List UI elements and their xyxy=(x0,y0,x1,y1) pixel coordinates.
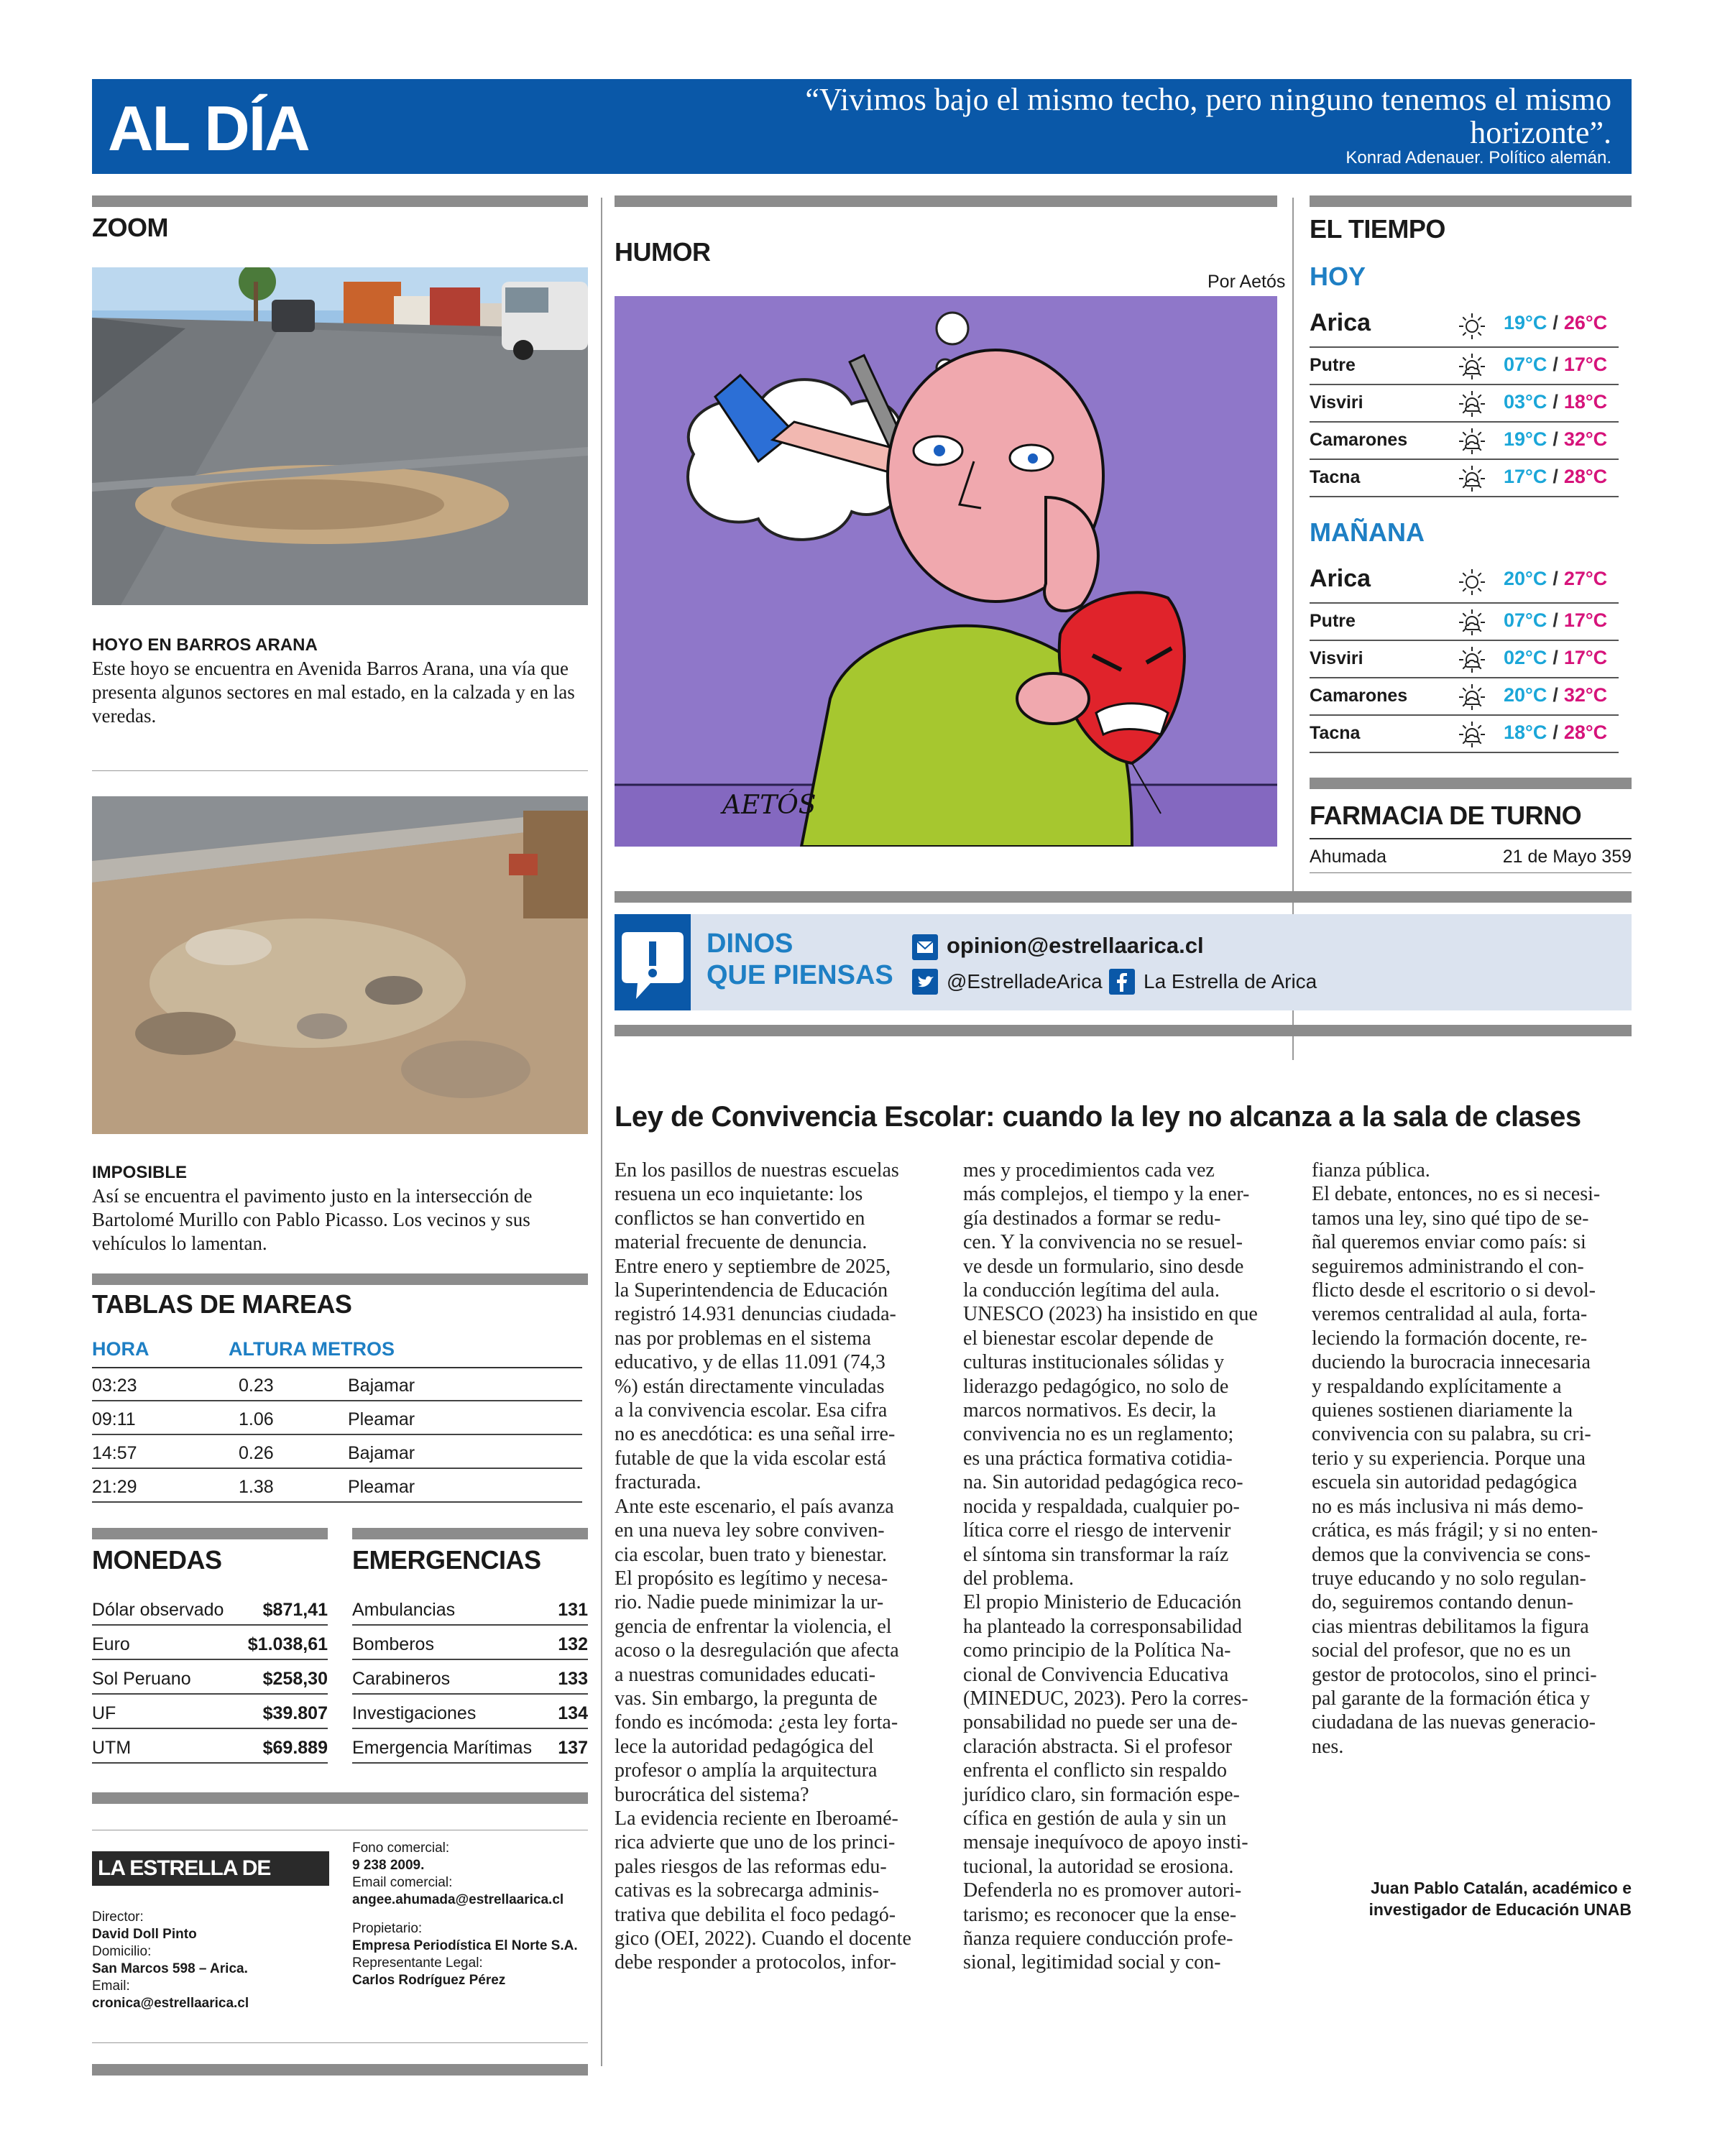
dinos-line2: QUE PIENSAS xyxy=(707,960,893,990)
mareas-hora: 21:29 xyxy=(92,1477,137,1497)
emergencias-title: EMERGENCIAS xyxy=(352,1545,541,1575)
humor-cartoon xyxy=(615,296,1277,847)
emergencias-name: Bomberos xyxy=(352,1634,434,1654)
weather-temp xyxy=(1504,684,1607,706)
emergencias-name: Investigaciones xyxy=(352,1703,477,1723)
sun-cloud-icon xyxy=(1458,464,1486,493)
mareas-hora: 03:23 xyxy=(92,1376,137,1396)
monedas-value: $1.038,61 xyxy=(247,1634,328,1654)
weather-city: Putre xyxy=(1310,355,1356,375)
article-title: Ley de Convivencia Escolar: cuando la ley no alcanza a la sala de clases xyxy=(615,1101,1581,1133)
email-label: Email: xyxy=(92,1978,130,1994)
temp-max: 32°C xyxy=(1563,684,1608,706)
photo1-caption-title: HOYO EN BARROS ARANA xyxy=(92,635,318,655)
divider xyxy=(1310,872,1632,873)
temp-min: 19°C xyxy=(1504,428,1547,450)
weather-row-divider xyxy=(1310,714,1619,716)
temp-separator: / xyxy=(1552,391,1558,413)
weather-row-divider xyxy=(1310,346,1619,348)
section-bar xyxy=(1310,195,1632,207)
emergencias-value: 134 xyxy=(558,1703,588,1723)
temp-separator: / xyxy=(1552,428,1558,450)
staff-left xyxy=(92,1909,336,2012)
section-bar xyxy=(615,891,1632,903)
monedas-row xyxy=(92,1696,328,1729)
weather-temp xyxy=(1504,647,1607,669)
weather-city: Camarones xyxy=(1310,430,1408,450)
photo1-caption-text: Este hoyo se encuentra en Avenida Barros Arana, una vía que presenta algunos sectores en mal estado, en la calzada y en las veredas. xyxy=(92,658,575,727)
emergencias-row xyxy=(352,1662,588,1695)
article-column-3: fianza pública. El debate, entonces, no es si necesi- tamos una ley, sino qué tipo de se- ñal queremos enviar como país: si seguiremos administrando el con- flicto desde el escritorio o si devol- veremos centralidad al aula, forta- leciendo la formación docente, re- duciendo la burocracia innecesaria y respaldando explícitamente a quienes sostienen diariamente la convivencia con su palabra, su cri- terio y su experiencia. Porque una escuela sin autoridad pedagógica no es más inclusiva ni más demo- crática, es más frágil; y si no enten- demos que la convivencia se cons- truye educando y no solo regulan- do, seguiremos contando denun- cias mientras debilitamos la figura social del profesor, que no es un gestor de protocolos, sino el princi- pal garante de la formación ética y ciudadana de las nuevas generacio- nes. xyxy=(1312,1159,1601,1758)
fono-label: Fono comercial: xyxy=(352,1841,450,1856)
monedas-row xyxy=(92,1662,328,1695)
temp-min: 20°C xyxy=(1504,684,1547,706)
article-column-2: mes y procedimientos cada vez más complejos, el tiempo y la ener- gía destinados a formar se redu- cen. Y la convivencia no se resuel- ve desde un formulario, sino desde la conducción legítima del aula. UNESCO (2023) ha insistido en que el bienestar escolar depende de culturas institucionales sólidas y liderazgo pedagógico, no solo de marcos normativos. Es decir, la convivencia no es un reglamento; es una práctica formativa cotidia- na. Sin autoridad pedagógica reco- nocida y respaldada, cualquier po- lítica corre el riesgo de intervenir el síntoma sin transformar la raíz del problema. El propio Ministerio de Educación ha planteado la corresponsabilidad como principio de la Política Na- cional de Convivencia Educativa (MINEDUC, 2023). Pero la corres- ponsabilidad no puede ser una de- claración abstracta. Si el profesor enfrenta el conflicto sin respaldo jurídico claro, sin formación espe- cífica en gestión de aula y sin un mensaje inequívoco de apoyo insti- tucional, la autoridad se erosiona. Defenderla no es promover autori- tarismo; es reconocer que la ense- ñanza requiere conducción profe- sional, legitimidad social y con- xyxy=(963,1159,1258,1974)
tiempo-manana-label: MAÑANA xyxy=(1310,517,1425,547)
email-com-label: Email comercial: xyxy=(352,1875,453,1890)
mareas-row xyxy=(92,1436,582,1469)
mareas-altura: 0.26 xyxy=(239,1443,274,1463)
mareas-row xyxy=(92,1470,582,1503)
temp-separator: / xyxy=(1552,722,1558,743)
temp-separator: / xyxy=(1552,312,1558,333)
dinos-facebook-link[interactable]: La Estrella de Arica xyxy=(1144,970,1317,992)
article-author xyxy=(1368,1877,1632,1920)
staff-right xyxy=(352,1840,597,1989)
weather-row-divider xyxy=(1310,752,1619,753)
temp-separator: / xyxy=(1552,568,1558,589)
weather-city: Tacna xyxy=(1310,723,1361,743)
director-value: David Doll Pinto xyxy=(92,1927,197,1942)
section-bar xyxy=(615,195,1277,207)
dinos-icon-box xyxy=(615,914,691,1010)
monedas-row xyxy=(92,1593,328,1626)
temp-max: 17°C xyxy=(1563,647,1608,668)
dinos-banner xyxy=(615,914,1632,1010)
weather-row-divider xyxy=(1310,496,1619,497)
director-label: Director: xyxy=(92,1909,144,1925)
temp-separator: / xyxy=(1552,354,1558,375)
header-quote-author: Konrad Adenauer. Político alemán. xyxy=(1346,148,1611,167)
mareas-hora: 09:11 xyxy=(92,1409,136,1429)
emergencias-value: 133 xyxy=(558,1669,588,1689)
section-bar xyxy=(92,195,588,207)
weather-city: Visviri xyxy=(1310,648,1363,668)
emergencias-value: 131 xyxy=(558,1600,588,1620)
mareas-tipo: Pleamar xyxy=(348,1477,415,1497)
newspaper-logo xyxy=(92,1851,329,1915)
photo2-caption-title: IMPOSIBLE xyxy=(92,1163,188,1182)
propietario-value: Empresa Periodística El Norte S.A. xyxy=(352,1938,578,1953)
humor-title: HUMOR xyxy=(615,237,711,267)
sun-cloud-icon xyxy=(1458,683,1486,711)
section-bar xyxy=(92,1792,588,1804)
logo-text: LA ESTRELLA DE ARICA xyxy=(98,1856,271,1915)
section-title: AL DÍA xyxy=(108,93,309,164)
monedas-row xyxy=(92,1731,328,1764)
farmacia-address: 21 de Mayo 359 xyxy=(1502,847,1632,867)
weather-temp xyxy=(1504,312,1607,334)
weather-city: Camarones xyxy=(1310,686,1408,706)
sun-icon xyxy=(1458,568,1486,596)
facebook-icon xyxy=(1109,969,1135,995)
tiempo-title: EL TIEMPO xyxy=(1310,214,1445,244)
email-com-value: angee.ahumada@estrellaarica.cl xyxy=(352,1892,564,1907)
section-bar xyxy=(92,2064,588,2076)
fono-value: 9 238 2009. xyxy=(352,1858,425,1873)
weather-city: Visviri xyxy=(1310,392,1363,413)
mareas-header-altura: ALTURA METROS xyxy=(229,1338,395,1360)
monedas-name: Sol Peruano xyxy=(92,1669,191,1689)
email-value: cronica@estrellaarica.cl xyxy=(92,1996,249,2011)
temp-separator: / xyxy=(1552,647,1558,668)
emergencias-value: 137 xyxy=(558,1738,588,1758)
temp-max: 28°C xyxy=(1563,722,1608,743)
weather-row-divider xyxy=(1310,459,1619,460)
temp-max: 17°C xyxy=(1563,609,1608,631)
monedas-title: MONEDAS xyxy=(92,1545,222,1575)
section-header xyxy=(92,79,1632,174)
mail-icon xyxy=(912,934,938,960)
temp-min: 07°C xyxy=(1504,354,1547,375)
monedas-row xyxy=(92,1627,328,1660)
monedas-value: $871,41 xyxy=(262,1600,328,1620)
weather-city: Arica xyxy=(1310,565,1371,592)
zoom-photo-sidewalk xyxy=(92,796,588,1134)
temp-max: 17°C xyxy=(1563,354,1608,375)
weather-city: Arica xyxy=(1310,309,1371,336)
mareas-tipo: Pleamar xyxy=(348,1409,415,1429)
article-column-1: En los pasillos de nuestras escuelas resuena un eco inquietante: los conflictos se han convertido en material frecuente de denuncia. Entre enero y septiembre de 2025, la Superintendencia de Educación registró 14.931 denuncias ciudada- nas por problemas en el sistema educativo, y de ellas 11.091 (74,3 %) están directamente vinculadas a la convivencia escolar. Esa cifra no es anecdótica: es una señal irre- futable de que la vida escolar está fracturada. Ante este escenario, el país avanza en una nueva ley sobre conviven- cia escolar, buen trato y bienestar. El propósito es legítimo y necesa- rio. Nadie puede minimizar la ur- gencia de enfrentar la violencia, el acoso o la desregulación que afecta a nuestras comunidades educati- vas. Sin embargo, la pregunta de fondo es incómoda: ¿esta ley forta- lece la autoridad pedagógica del profesor o amplía la arquitectura burocrática del sistema? La evidencia reciente en Iberoamé- rica advierte que uno de los princi- pales riesgos de las reformas edu- cativas es la sobrecarga adminis- trativa que debilita el foco pedagó- gico (OEI, 2022). Cuando el docente debe responder a protocolos, infor- xyxy=(615,1159,911,1974)
weather-row-divider xyxy=(1310,677,1619,678)
weather-temp xyxy=(1504,722,1607,744)
mareas-title: TABLAS DE MAREAS xyxy=(92,1289,352,1319)
farmacia-title: FARMACIA DE TURNO xyxy=(1310,801,1582,830)
section-bar xyxy=(352,1528,588,1539)
weather-row-divider xyxy=(1310,602,1619,604)
sun-cloud-icon xyxy=(1458,352,1486,381)
twitter-icon xyxy=(912,969,938,995)
dinos-twitter-link[interactable]: @EstrelladeArica xyxy=(947,970,1103,992)
emergencias-row xyxy=(352,1731,588,1764)
cartoon-signature: AETÓS xyxy=(722,791,816,820)
monedas-name: UTM xyxy=(92,1738,132,1758)
emergencias-row xyxy=(352,1627,588,1660)
mareas-tipo: Bajamar xyxy=(348,1443,415,1463)
weather-row-divider xyxy=(1310,421,1619,423)
weather-row-divider xyxy=(1310,640,1619,641)
divider xyxy=(92,770,588,771)
temp-separator: / xyxy=(1552,466,1558,487)
mareas-row xyxy=(92,1402,582,1435)
zoom-photo-pothole xyxy=(92,267,588,605)
temp-separator: / xyxy=(1552,609,1558,631)
mareas-row xyxy=(92,1368,582,1401)
weather-temp xyxy=(1504,354,1607,376)
temp-max: 27°C xyxy=(1563,568,1608,589)
emergencias-value: 132 xyxy=(558,1634,588,1654)
mareas-tipo: Bajamar xyxy=(348,1376,415,1396)
emergencias-name: Carabineros xyxy=(352,1669,451,1689)
sun-cloud-icon xyxy=(1458,608,1486,637)
temp-max: 32°C xyxy=(1563,428,1608,450)
emergencias-row xyxy=(352,1593,588,1626)
sun-cloud-icon xyxy=(1458,427,1486,456)
sun-cloud-icon xyxy=(1458,390,1486,418)
monedas-name: UF xyxy=(92,1703,116,1723)
section-bar xyxy=(1310,778,1632,789)
humor-credit: Por Aetós xyxy=(1208,272,1286,292)
article-author-line1: Juan Pablo Catalán, académico e xyxy=(1370,1879,1632,1897)
mareas-altura: 1.38 xyxy=(239,1477,274,1497)
weather-temp xyxy=(1504,568,1607,590)
weather-city: Tacna xyxy=(1310,467,1361,487)
emergencias-row xyxy=(352,1696,588,1729)
propietario-label: Propietario: xyxy=(352,1921,423,1936)
weather-temp xyxy=(1504,609,1607,632)
weather-city: Putre xyxy=(1310,611,1356,631)
section-bar xyxy=(615,1025,1632,1036)
temp-max: 26°C xyxy=(1563,312,1608,333)
domicilio-label: Domicilio: xyxy=(92,1944,152,1959)
divider xyxy=(92,2042,588,2043)
emergencias-name: Emergencia Marítimas xyxy=(352,1738,533,1758)
mareas-header-hora: HORA xyxy=(92,1338,150,1360)
temp-min: 02°C xyxy=(1504,647,1547,668)
tiempo-hoy-label: HOY xyxy=(1310,262,1366,291)
sun-cloud-icon xyxy=(1458,645,1486,674)
temp-min: 19°C xyxy=(1504,312,1547,333)
weather-temp xyxy=(1504,428,1607,451)
section-bar xyxy=(92,1273,588,1285)
mareas-altura: 0.23 xyxy=(239,1376,274,1396)
mareas-hora: 14:57 xyxy=(92,1443,137,1463)
temp-min: 20°C xyxy=(1504,568,1547,589)
monedas-value: $39.807 xyxy=(262,1703,328,1723)
temp-min: 03°C xyxy=(1504,391,1547,413)
representante-value: Carlos Rodríguez Pérez xyxy=(352,1973,506,1988)
monedas-name: Dólar observado xyxy=(92,1600,224,1620)
article-author-line2: investigador de Educación UNAB xyxy=(1368,1900,1632,1919)
temp-separator: / xyxy=(1552,684,1558,706)
header-quote: “Vivimos bajo el mismo techo, pero ninguno tenemos el mismo horizonte”. xyxy=(805,82,1611,150)
sun-icon xyxy=(1458,312,1486,341)
temp-min: 07°C xyxy=(1504,609,1547,631)
section-bar xyxy=(92,1528,328,1539)
speech-bubble-icon xyxy=(615,914,691,1010)
sun-cloud-icon xyxy=(1458,720,1486,749)
monedas-value: $258,30 xyxy=(262,1669,328,1689)
temp-max: 28°C xyxy=(1563,466,1608,487)
weather-temp xyxy=(1504,466,1607,488)
emergencias-name: Ambulancias xyxy=(352,1600,456,1620)
monedas-value: $69.889 xyxy=(262,1738,328,1758)
temp-max: 18°C xyxy=(1563,391,1608,413)
divider xyxy=(1310,838,1632,839)
dinos-email-link[interactable]: opinion@estrellaarica.cl xyxy=(947,933,1204,958)
dinos-line1: DINOS xyxy=(707,929,794,959)
mareas-altura: 1.06 xyxy=(239,1409,274,1429)
temp-min: 18°C xyxy=(1504,722,1547,743)
monedas-name: Euro xyxy=(92,1634,130,1654)
photo2-caption-text: Así se encuentra el pavimento justo en la intersección de Bartolomé Murillo con Pablo Picasso. Los vecinos y sus vehículos lo lamentan. xyxy=(92,1185,533,1254)
weather-row-divider xyxy=(1310,384,1619,385)
representante-label: Representante Legal: xyxy=(352,1955,483,1971)
farmacia-name: Ahumada xyxy=(1310,847,1387,867)
weather-temp xyxy=(1504,391,1607,413)
domicilio-value: San Marcos 598 – Arica. xyxy=(92,1961,248,1976)
column-divider xyxy=(601,198,602,2066)
temp-min: 17°C xyxy=(1504,466,1547,487)
zoom-title: ZOOM xyxy=(92,213,168,242)
